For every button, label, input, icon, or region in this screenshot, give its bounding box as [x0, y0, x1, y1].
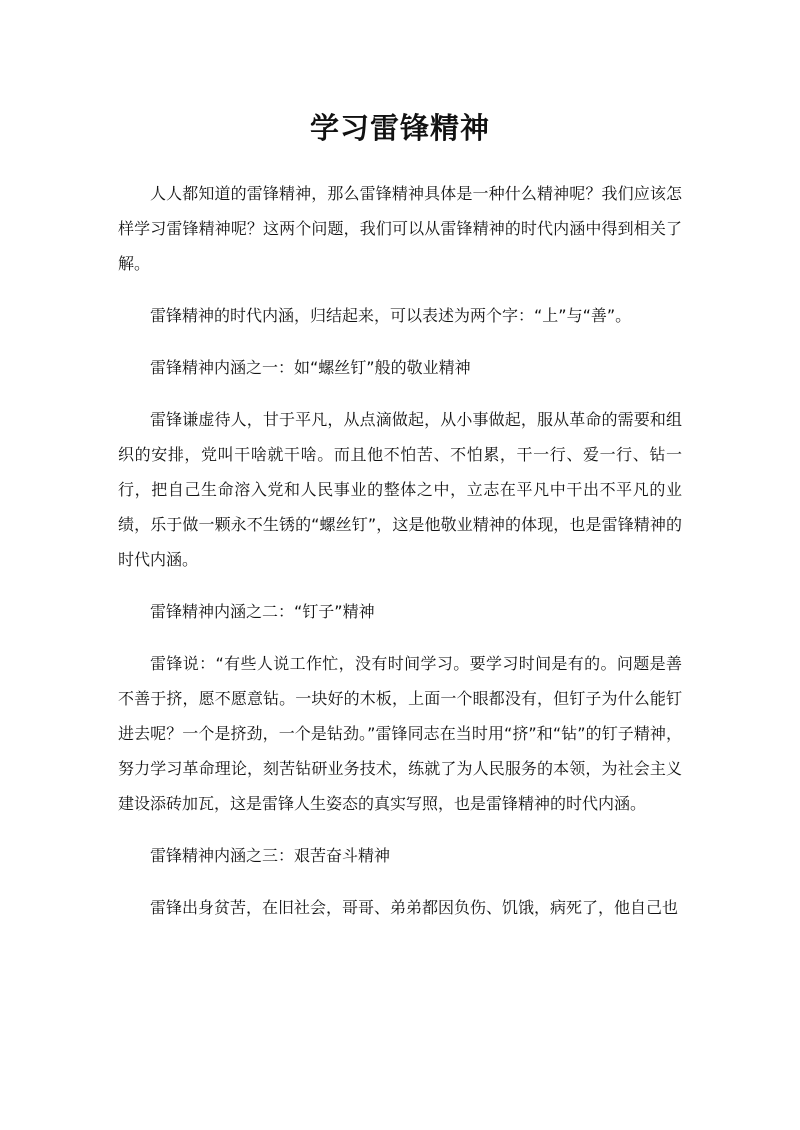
intro-paragraph: 人人都知道的雷锋精神，那么雷锋精神具体是一种什么精神呢？我们应该怎样学习雷锋精神呢？这两个问题，我们可以从雷锋精神的时代内涵中得到相关了解。: [118, 184, 682, 273]
section-heading-3: 雷锋精神内涵之三：艰苦奋斗精神: [150, 846, 391, 865]
section-heading-2: 雷锋精神内涵之二：“钉子”精神: [150, 602, 375, 621]
section-1-paragraph: 雷锋谦虚待人，甘于平凡，从点滴做起，从小事做起，服从革命的需要和组织的安排，党叫干啥就干啥。而且他不怕苦、不怕累，干一行、爱一行、钻一行，把自己生命溶入党和人民事业的整体之中，立志在平凡中干出不平凡的业绩，乐于做一颗永不生锈的“螺丝钉”，这是他敬业精神的体现，也是雷锋精神的时代内涵。: [118, 410, 682, 569]
section-2-paragraph: 雷锋说：“有些人说工作忙，没有时间学习。要学习时间是有的。问题是善不善于挤，愿不愿意钻。一块好的木板，上面一个眼都没有，但钉子为什么能钉进去呢？一个是挤劲，一个是钻劲。”雷锋同志在当时用“挤”和“钻”的钉子精神，努力学习革命理论，刻苦钻研业务技术，练就了为人民服务的本领，为社会主义建设添砖加瓦，这是雷锋人生姿态的真实写照，也是雷锋精神的时代内涵。: [118, 654, 682, 813]
document-title: 学习雷锋精神: [309, 111, 490, 145]
section-3-paragraph: 雷锋出身贫苦，在旧社会，哥哥、弟弟都因负伤、饥饿，病死了，他自己也: [150, 898, 679, 917]
section-heading-1: 雷锋精神内涵之一：如“螺丝钉”般的敬业精神: [150, 358, 471, 377]
summary-paragraph: 雷锋精神的时代内涵，归结起来，可以表述为两个字：“上”与“善”。: [150, 306, 632, 325]
document-body: [118, 176, 682, 925]
